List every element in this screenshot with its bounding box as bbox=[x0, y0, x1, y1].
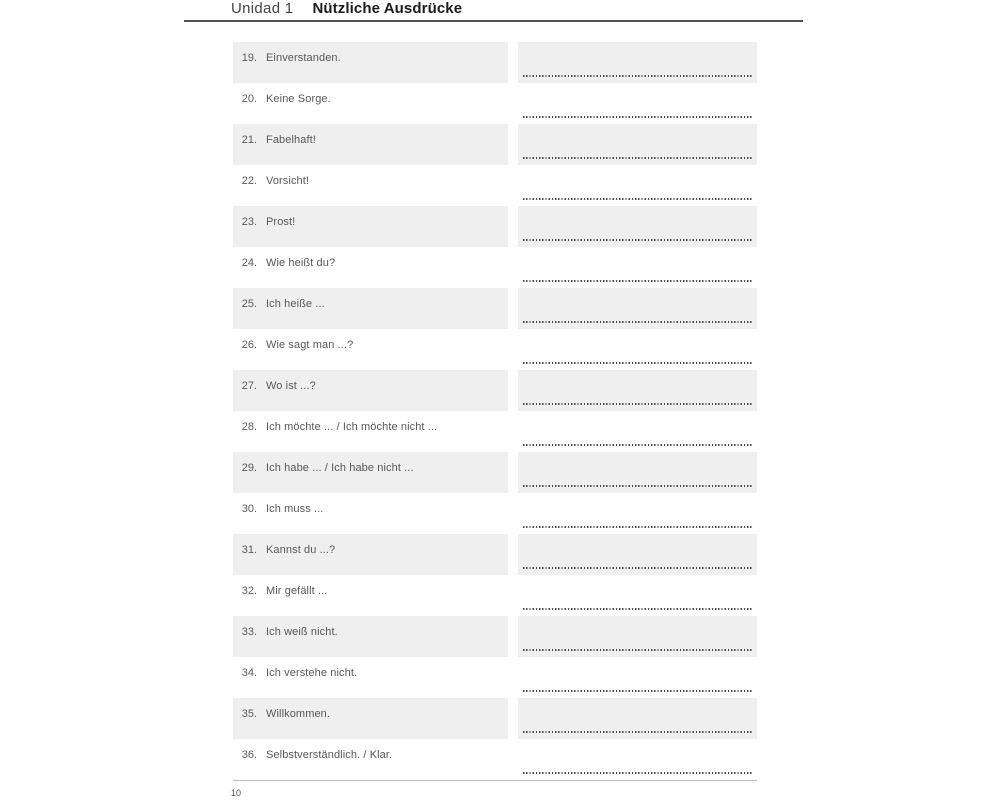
answer-dotted-line bbox=[523, 608, 752, 610]
item-number: 23. bbox=[241, 216, 257, 228]
page-header bbox=[231, 0, 462, 19]
column-gap bbox=[508, 288, 518, 329]
phrase-cell bbox=[233, 247, 508, 288]
list-item bbox=[233, 124, 757, 165]
list-item bbox=[233, 411, 757, 452]
answer-cell bbox=[518, 698, 757, 739]
phrase-cell bbox=[233, 575, 508, 616]
phrase-cell bbox=[233, 616, 508, 657]
answer-dotted-line bbox=[523, 157, 752, 159]
item-number: 30. bbox=[241, 503, 257, 515]
answer-cell bbox=[518, 534, 757, 575]
column-gap bbox=[508, 575, 518, 616]
answer-cell bbox=[518, 42, 757, 83]
item-number: 32. bbox=[241, 585, 257, 597]
answer-dotted-line bbox=[523, 403, 752, 405]
list-item bbox=[233, 657, 757, 698]
list-item bbox=[233, 493, 757, 534]
item-number: 19. bbox=[241, 52, 257, 64]
item-phrase: Ich verstehe nicht. bbox=[266, 667, 358, 679]
answer-cell bbox=[518, 288, 757, 329]
item-number: 29. bbox=[241, 462, 257, 474]
phrase-list bbox=[233, 42, 757, 781]
column-gap bbox=[508, 616, 518, 657]
item-number: 31. bbox=[241, 544, 257, 556]
phrase-cell bbox=[233, 411, 508, 452]
item-phrase: Prost! bbox=[266, 216, 296, 228]
column-gap bbox=[508, 452, 518, 493]
answer-dotted-line bbox=[523, 772, 752, 774]
column-gap bbox=[508, 411, 518, 452]
answer-cell bbox=[518, 575, 757, 616]
item-number: 28. bbox=[241, 421, 257, 433]
answer-dotted-line bbox=[523, 75, 752, 77]
answer-dotted-line bbox=[523, 198, 752, 200]
phrase-cell bbox=[233, 493, 508, 534]
phrase-cell bbox=[233, 206, 508, 247]
column-gap bbox=[508, 247, 518, 288]
column-gap bbox=[508, 329, 518, 370]
phrase-cell bbox=[233, 739, 508, 780]
phrase-cell bbox=[233, 288, 508, 329]
item-phrase: Wie sagt man ...? bbox=[266, 339, 354, 351]
phrase-cell bbox=[233, 165, 508, 206]
item-number: 36. bbox=[241, 749, 257, 761]
item-phrase: Ich möchte ... / Ich möchte nicht ... bbox=[266, 421, 438, 433]
answer-dotted-line bbox=[523, 649, 752, 651]
item-phrase: Ich weiß nicht. bbox=[266, 626, 338, 638]
phrase-cell bbox=[233, 370, 508, 411]
item-number: 25. bbox=[241, 298, 257, 310]
column-gap bbox=[508, 534, 518, 575]
column-gap bbox=[508, 206, 518, 247]
item-number: 34. bbox=[241, 667, 257, 679]
item-number: 22. bbox=[241, 175, 257, 187]
column-gap bbox=[508, 124, 518, 165]
unit-label: Unidad 1 bbox=[231, 0, 294, 17]
list-item bbox=[233, 698, 757, 739]
item-phrase: Selbstverständlich. / Klar. bbox=[266, 749, 393, 761]
item-phrase: Willkommen. bbox=[266, 708, 331, 720]
answer-cell bbox=[518, 124, 757, 165]
column-gap bbox=[508, 83, 518, 124]
answer-dotted-line bbox=[523, 567, 752, 569]
column-gap bbox=[508, 42, 518, 83]
answer-cell bbox=[518, 206, 757, 247]
phrase-cell bbox=[233, 657, 508, 698]
answer-dotted-line bbox=[523, 280, 752, 282]
item-phrase: Kannst du ...? bbox=[266, 544, 336, 556]
list-item bbox=[233, 165, 757, 206]
item-phrase: Einverstanden. bbox=[266, 52, 341, 64]
answer-cell bbox=[518, 247, 757, 288]
list-item bbox=[233, 739, 757, 780]
item-number: 20. bbox=[241, 93, 257, 105]
list-item bbox=[233, 83, 757, 124]
list-item bbox=[233, 452, 757, 493]
list-item bbox=[233, 329, 757, 370]
answer-cell bbox=[518, 329, 757, 370]
item-number: 21. bbox=[241, 134, 257, 146]
answer-cell bbox=[518, 452, 757, 493]
answer-dotted-line bbox=[523, 362, 752, 364]
answer-dotted-line bbox=[523, 526, 752, 528]
phrase-cell bbox=[233, 83, 508, 124]
item-number: 27. bbox=[241, 380, 257, 392]
page-title: Nützliche Ausdrücke bbox=[312, 0, 463, 17]
item-phrase: Ich muss ... bbox=[266, 503, 324, 515]
list-item bbox=[233, 616, 757, 657]
item-number: 26. bbox=[241, 339, 257, 351]
item-phrase: Mir gefällt ... bbox=[266, 585, 328, 597]
list-item bbox=[233, 575, 757, 616]
answer-cell bbox=[518, 165, 757, 206]
answer-cell bbox=[518, 370, 757, 411]
answer-cell bbox=[518, 411, 757, 452]
item-phrase: Fabelhaft! bbox=[266, 134, 316, 146]
list-item bbox=[233, 247, 757, 288]
item-phrase: Keine Sorge. bbox=[266, 93, 331, 105]
phrase-cell bbox=[233, 698, 508, 739]
list-item bbox=[233, 370, 757, 411]
column-gap bbox=[508, 493, 518, 534]
list-item bbox=[233, 288, 757, 329]
answer-dotted-line bbox=[523, 690, 752, 692]
column-gap bbox=[508, 165, 518, 206]
answer-cell bbox=[518, 657, 757, 698]
item-number: 35. bbox=[241, 708, 257, 720]
answer-cell bbox=[518, 739, 757, 780]
phrase-cell bbox=[233, 42, 508, 83]
item-phrase: Ich habe ... / Ich habe nicht ... bbox=[266, 462, 414, 474]
answer-dotted-line bbox=[523, 239, 752, 241]
item-number: 33. bbox=[241, 626, 257, 638]
phrase-cell bbox=[233, 124, 508, 165]
column-gap bbox=[508, 657, 518, 698]
header-rule bbox=[184, 20, 803, 22]
answer-dotted-line bbox=[523, 321, 752, 323]
item-number: 24. bbox=[241, 257, 257, 269]
column-gap bbox=[508, 370, 518, 411]
phrase-cell bbox=[233, 452, 508, 493]
answer-dotted-line bbox=[523, 485, 752, 487]
page-number: 10 bbox=[231, 788, 242, 798]
list-item bbox=[233, 42, 757, 83]
column-gap bbox=[508, 739, 518, 780]
item-phrase: Vorsicht! bbox=[266, 175, 310, 187]
column-gap bbox=[508, 698, 518, 739]
list-item bbox=[233, 534, 757, 575]
item-phrase: Wo ist ...? bbox=[266, 380, 316, 392]
item-phrase: Wie heißt du? bbox=[266, 257, 336, 269]
phrase-cell bbox=[233, 329, 508, 370]
item-phrase: Ich heiße ... bbox=[266, 298, 325, 310]
list-item bbox=[233, 206, 757, 247]
answer-dotted-line bbox=[523, 731, 752, 733]
answer-cell bbox=[518, 83, 757, 124]
phrase-cell bbox=[233, 534, 508, 575]
answer-cell bbox=[518, 616, 757, 657]
answer-cell bbox=[518, 493, 757, 534]
answer-dotted-line bbox=[523, 444, 752, 446]
answer-dotted-line bbox=[523, 116, 752, 118]
